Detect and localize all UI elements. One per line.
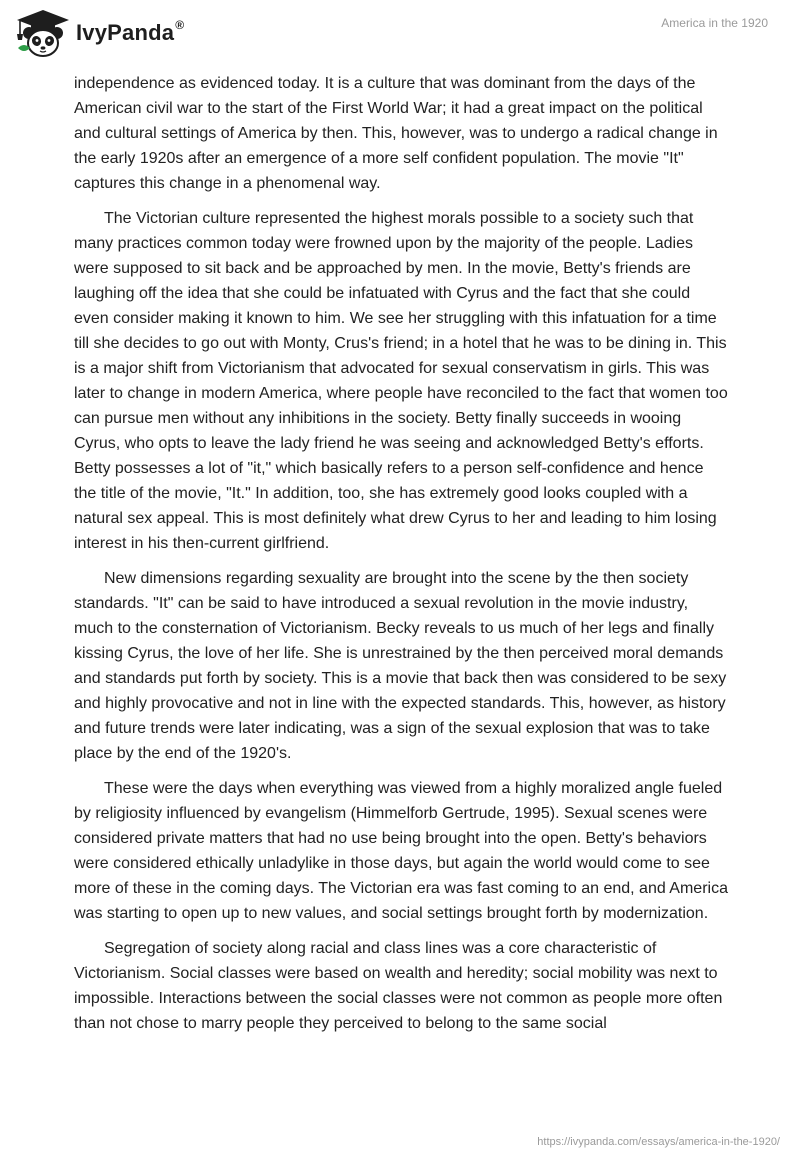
panda-graduate-icon (14, 8, 72, 58)
essay-body (74, 71, 728, 1046)
registered-mark: ® (175, 18, 185, 32)
paragraph: independence as evidenced today. It is a culture that was dominant from the days of the American civil war to the start of the First World War; it had a great impact on the political and cultural settings of America by then. This, however, was to undergo a radical change in the early 1920s after an emergence of a more self confident population. The movie "It" captures this change in a phenomenal way. (74, 75, 718, 192)
footer-source-url[interactable]: https://ivypanda.com/essays/america-in-the-1920/ (537, 1136, 780, 1148)
document-title: America in the 1920 (661, 16, 768, 30)
paragraph: These were the days when everything was viewed from a highly moralized angle fueled by religiosity influenced by evangelism (Himmelforb Gertrude, 1995). Sexual scenes were considered private matters that had no use being brought into the open. Betty's behaviors were considered ethically unladylike in those days, but again the world would come to see more of these in the coming days. The Victorian era was fast coming to an end, and America was starting to open up to new values, and social settings brought forth by modernization. (74, 780, 728, 922)
brand-logo[interactable] (14, 8, 184, 58)
paragraph: New dimensions regarding sexuality are brought into the scene by the then society standards. "It" can be said to have introduced a sexual revolution in the movie industry, much to the consternation of Victorianism. Becky reveals to us much of her legs and finally kissing Cyrus, the love of her life. She is unrestrained by the then perceived moral demands and standards put forth by society. This is a movie that back then was considered to be sexy and highly provocative and not in line with the expected standards. This, however, as history and future trends were later indicating, was a sign of the sexual explosion that was to take place by the end of the 1920's. (74, 570, 727, 762)
page-header (0, 0, 800, 70)
brand-name (76, 20, 184, 46)
paragraph: Segregation of society along racial and class lines was a core characteristic of Victorianism. Social classes were based on wealth and heredity; social mobility was next to impossible. Interactions between the social classes were not common as people more often than not chose to marry people they perceived to belong to the same social (74, 940, 723, 1032)
brand-name-text: IvyPanda (76, 20, 175, 45)
paragraph: The Victorian culture represented the highest morals possible to a society such that many practices common today were frowned upon by the majority of the people. Ladies were supposed to sit back and be approached by men. In the movie, Betty's friends are laughing off the idea that she could be infatuated with Cyrus and the fact that she could even consider making it known to him. We see her struggling with this infatuation for a time till she decides to go out with Monty, Crus's friend; in a hotel that he was to be dining in. This is a major shift from Victorianism that advocated for sexual conservatism in girls. This was later to change in modern America, where people have reconciled to the fact that women too can pursue men without any inhibitions in the society. Betty finally succeeds in wooing Cyrus, who opts to leave the lady friend he was seeing and acknowledged Betty's efforts. Betty possesses a lot of "it," which basically refers to a person self-confidence and hence the title of the movie, "It." In addition, too, she has extremely good looks coupled with a natural sex appeal. This is most definitely what drew Cyrus to her and leading to him losing interest in his then-current girlfriend. (74, 210, 728, 552)
